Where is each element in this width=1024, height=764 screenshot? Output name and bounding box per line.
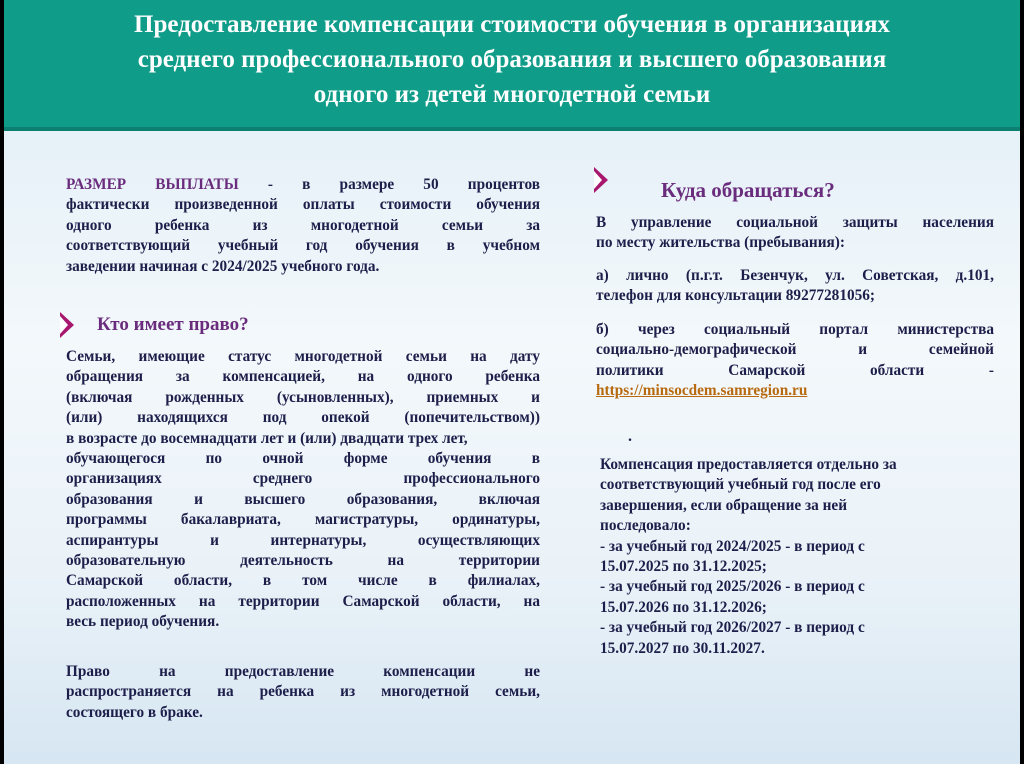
option-a	[596, 266, 994, 307]
compensation-line: - за учебный год 2026/2027 - в период с	[600, 619, 865, 637]
who-line: Семьи, имеющие статус многодетной семьи на дату	[66, 348, 540, 365]
compensation-line: 15.07.2026 по 31.12.2026;	[600, 598, 767, 616]
who-line: (включая рожденных (усыновленных), приемных и	[66, 388, 540, 406]
option-b-line: б) через социальный портал министерства	[596, 321, 994, 338]
who-line: обращения за компенсацией, на одного ребенка	[66, 368, 540, 386]
who-line: аспирантуры и интернатуры, осуществляющих	[66, 531, 540, 549]
payment-block	[66, 175, 540, 277]
compensation-line: Компенсация предоставляется отдельно за	[600, 456, 897, 473]
compensation-line: завершения, если обращение за ней	[600, 496, 848, 514]
who-line: Самарской области, в том числе в филиалах,	[66, 572, 540, 590]
option-b-line: социально-демографической и семейной	[596, 341, 994, 359]
who-line: образовательную деятельность на территории	[66, 552, 540, 570]
where-heading: Куда обращаться?	[661, 178, 835, 202]
who-line: (или) находящихся под опекой (попечительством))	[66, 409, 540, 427]
who-line: весь период обучения.	[66, 613, 220, 631]
exception-line: состоящего в браке.	[66, 703, 203, 721]
payment-line-3: одного ребенка из многодетной семьи за	[66, 216, 540, 234]
exception-paragraph	[66, 662, 540, 723]
where-intro-line: по месту жительства (пребывания):	[596, 234, 845, 252]
page-title	[4, 0, 1020, 131]
option-b	[596, 320, 994, 402]
who-heading: Кто имеет право?	[97, 314, 249, 335]
payment-line-2: фактически произведенной оплаты стоимости обучения	[66, 196, 540, 214]
compensation-block	[600, 455, 980, 659]
payment-label: РАЗМЕР ВЫПЛАТЫ	[66, 176, 239, 193]
option-a-line: телефон для консультации 89277281056;	[596, 287, 876, 305]
exception-line: распространяется на ребенка из многодетной семьи,	[66, 683, 540, 701]
who-line: обучающегося по очной форме обучения в	[66, 450, 540, 468]
who-line: образования и высшего образования, включая	[66, 490, 540, 508]
where-intro-line: В управление социальной защиты населения	[596, 214, 994, 231]
who-line: организациях среднего профессионального	[66, 470, 540, 488]
payment-line-4: соответствующий учебный год обучения в учебном	[66, 237, 540, 255]
where-intro	[596, 213, 994, 254]
compensation-line: соответствующий учебный год после его	[600, 476, 881, 494]
payment-line-5: заведении начиная с 2024/2025 учебного года.	[66, 257, 380, 275]
compensation-line: 15.07.2025 по 31.12.2025;	[600, 558, 767, 576]
compensation-line: последовало:	[600, 517, 691, 535]
title-line-2: среднего профессионального образования и высшего образования	[137, 46, 887, 73]
option-b-line: политики Самарской области -	[596, 361, 994, 379]
dot-mark: .	[628, 428, 632, 445]
slide	[4, 0, 1020, 764]
payment-line-1: - в размере 50 процентов	[267, 176, 540, 193]
option-a-line: а) лично (п.г.т. Безенчук, ул. Советская, д.101,	[596, 267, 994, 284]
title-line-3: одного из детей многодетной семьи	[313, 81, 711, 108]
who-line: в возрасте до восемнадцати лет и (или) двадцати трех лет,	[66, 429, 468, 447]
who-line: расположенных на территории Самарской области, на	[66, 592, 540, 610]
who-line: программы бакалавриата, магистратуры, ординатуры,	[66, 511, 540, 529]
who-paragraph	[66, 347, 540, 633]
compensation-line: - за учебный год 2024/2025 - в период с	[600, 537, 865, 555]
portal-link[interactable]: https://minsocdem.samregion.ru	[596, 382, 808, 400]
compensation-line: - за учебный год 2025/2026 - в период с	[600, 578, 865, 596]
title-line-1: Предоставление компенсации стоимости обучения в организациях	[134, 11, 890, 38]
chevron-inner-icon	[60, 316, 68, 334]
exception-line: Право на предоставление компенсации не	[66, 663, 540, 680]
compensation-line: 15.07.2027 по 30.11.2027.	[600, 639, 765, 657]
chevron-inner-icon	[594, 171, 602, 189]
